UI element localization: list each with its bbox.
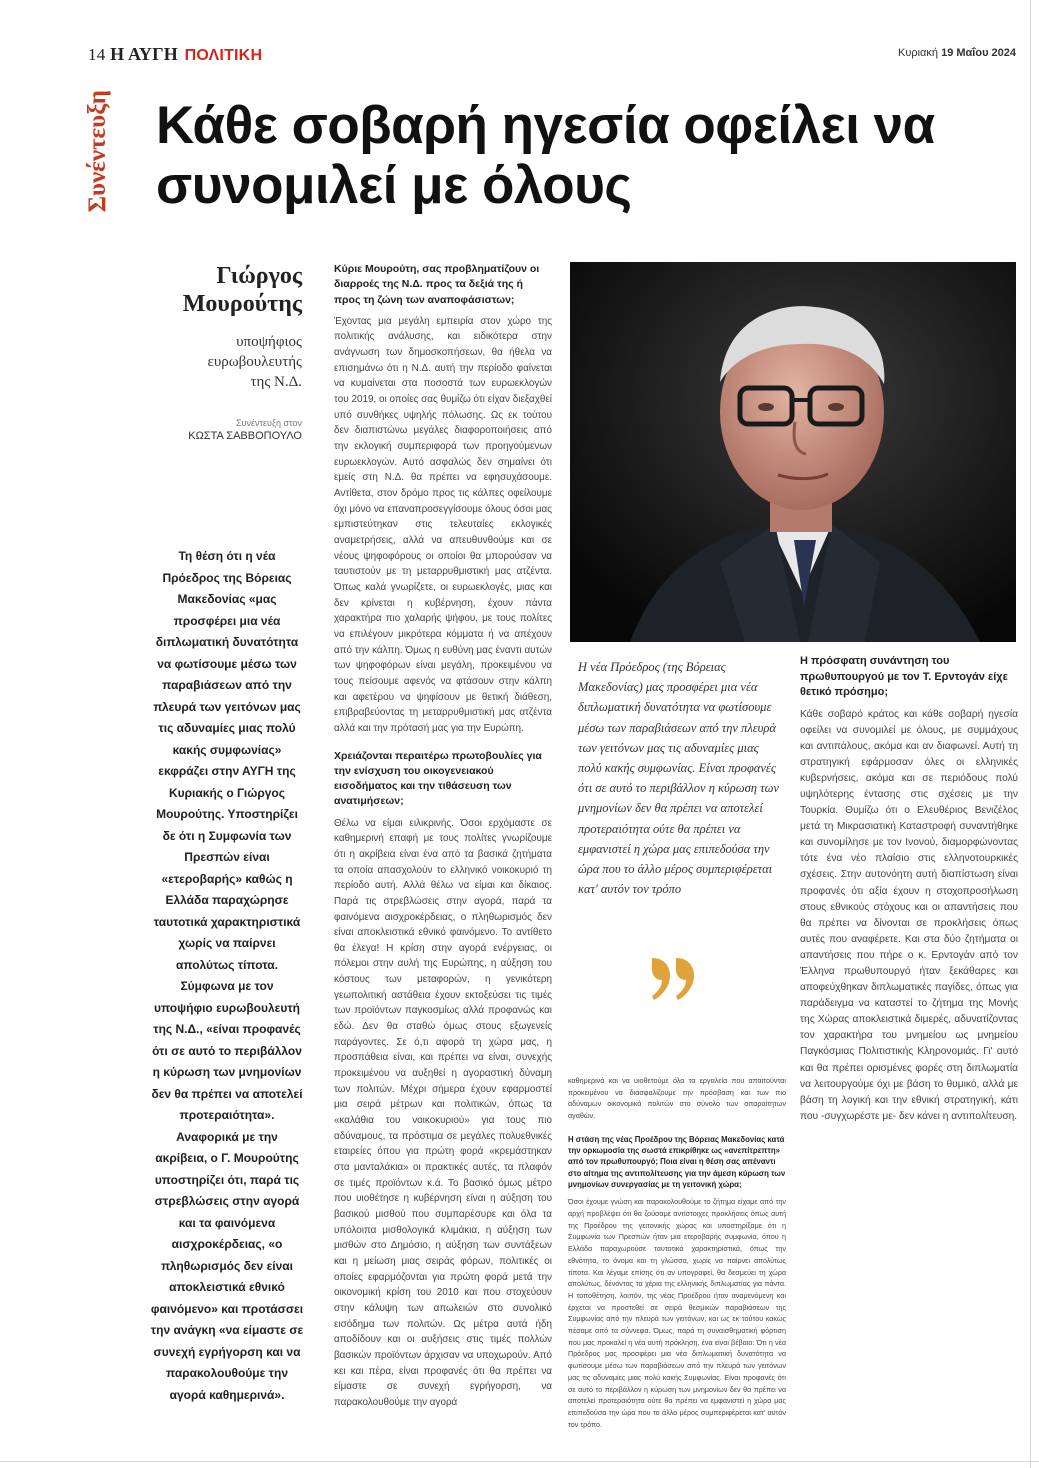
article-column-3-bottom [568, 1075, 786, 1430]
lead-text: Τη θέση ότι η νέα Πρόεδρος της Βόρειας Μακεδονίας «μας προσφέρει μια νέα διπλωματική δυνατότητα να φωτίσουμε μέσω των παραβιάσεων από την πλευρά των γειτόνων μας τις αδυναμίες μιας πολύ κακής συμφωνίας» εκφράζει στην ΑΥΓΗ της Κυριακής ο Γιώργος Μουρούτης. Υποστηρίζει δε ότι η Συμφωνία των Πρεσπών είναι «ετεροβαρής» καθώς η Ελλάδα παραχώρησε ταυτοτικά χαρακτηριστικά χωρίς να παίρνει απολύτως τίποτα. Σύμφωνα με τον υποψήφιο ευρωβουλευτή της Ν.Δ., «είναι προφανές ότι σε αυτό το περιβάλλον η κύρωση των μνημονίων δεν θα πρέπει να αποτελεί προτεραιότητα». Αναφορικά με την ακρίβεια, ο Γ. Μουρούτης υποστηρίζει ότι, παρά τις στρεβλώσεις στην αγορά και τα φαινόμενα αισχροκέρδειας, «ο πληθωρισμός δεν είναι αποκλειστικά εθνικό φαινόμενο» και προτάσσει την ανάγκη «να είμαστε σε συνεχή εγρήγορση και να παρακολουθούμε την αγορά καθημερινά». [150, 549, 304, 1402]
answer-2: Θέλω να είμαι ειλικρινής. Όσοι ερχόμαστε σε καθημερινή επαφή με τους πολίτες γνωρίζουμε ότι η ακρίβεια είναι ένα από τα βασικά ζητήματα τα οποία απασχολούν το ελληνικό νοικοκυριό τη περίοδο αυτή. Αλλά θέλω να είμαι και δίκαιος. Παρά τις στρεβλώσεις στην αγορά, παρά τα φαινόμενα αισχροκέρδειας, ο πληθωρισμός δεν είναι αποκλειστικά εθνικό φαινόμενο. Το αντίθετο θα έλεγα! Η κρίση στην αγορά ενέργειας, οι πόλεμοι στην αυλή της Ευρώπης, η αύξηση του κόστους των μεταφορών, η γενικότερη γεωπολιτική αστάθεια έχουν εκτοξεύσει τις τιμές των προϊόντων παγκοσμίως αλλά προφανώς και εδώ. Δεν θα σταθώ όμως στους εξωγενείς παράγοντες. Σε ό,τι αφορά τη χώρα μας, η προσπάθεια είναι, και πρέπει να είναι, συνεχής προκειμένου να αυξηθεί η αγοραστική δύναμη των πολιτών. Μέχρι σήμερα έχουν εφαρμοστεί μια σειρά μέτρων και πολιτικών, όπως τα «καλάθια του νοικοκυριού» για τους πιο αδύναμους, τα πρόστιμα σε μεγάλες πολυεθνικές εταιρείες όπου για πρώτη φορά «κρεμάστηκαν στα μανταλάκια» οι πρακτικές αυτές, τα πλαφόν σε τιμές προϊόντων κ.ά. Το βασικό όμως μέτρο που υιοθέτησε η κυβέρνηση είναι η αύξηση του βασικού μισθού που συμπαρέσυρε και όλα τα υπόλοιπα μισθολογικά κλιμάκια, η αύξηση των μισθών στο Δημόσιο, η αύξηση των συντάξεων και η μείωση μιας σειράς φόρων, πολιτικές οι οποίες εφαρμόζονται για πρώτη φορά μετά την οικονομική κρίση του 2010 και που στοχεύουν στην κάλυψη των απωλειών στο συνολικό εισόδημα των πολιτών. Ως μέτρα αυτά ήδη αποδίδουν και οι αυξήσεις στις τιμές πολλών βασικών προϊόντων άρχισαν να υποχωρούν. Από κει και πέρα, είναι προφανές ότι θα πρέπει να είμαστε σε συνεχή εγρήγορση, να παρακολουθούμε την αγορά [334, 817, 552, 1408]
interviewer-name: ΚΩΣΤΑ ΣΑΒΒΟΠΟΥΛΟ [188, 430, 302, 442]
author-block [118, 262, 302, 442]
portrait-illustration [570, 262, 1016, 642]
answer-1: Έχοντας μια μεγάλη εμπειρία στον χώρο της πολιτικής ανάλυσης, και ειδικότερα στην ανάγνωση των δημοσκοπήσεων, θα ήθελα να επισημάνω ότι η Ν.Δ. αυτή την περίοδο φαίνεται να κυμαίνεται στα ποσοστά των ευρωεκλογών του 2019, οι οποίες σας θυμίζω ότι είχαν διεξαχθεί υπό συνθήκες υψηλής πόλωσης. Ως εκ τούτου δεν διαπιστώνω μεγάλες διαφοροποιήσεις από την εκλογική συμπεριφορά των προηγούμενων ευρωεκλογών. Αυτό ασφαλώς δεν σημαίνει ότι εμείς στη Ν.Δ. θα πρέπει να εφησυχάσουμε. Αντίθετα, στον δρόμο προς τις κάλπες οφείλουμε όχι μόνο να επαναπροσεγγίσουμε όλους όσοι μας εμπιστεύτηκαν στις τελευταίες εκλογικές αναμετρήσεις, αλλά να απευθυνθούμε και σε νέους ψηφοφόρους οι οποίοι θα μπορούσαν να ταυτιστούν με τη μεταρρυθμιστική μας ατζέντα. Όπως καλά γνωρίζετε, οι ευρωεκλογές, μιας και δεν κρίνεται η κυβέρνηση, έχουν πάντα χαρακτήρα πιο χαλαρής ψήφου, με τους πολίτες να επιλέγουν μικρότερα κόμματα ή να απέχουν από την κάλπη. Όμως η ευθύνη μας έναντι αυτών των ψηφοφόρων είναι μεγάλη, προκειμένου να τους πείσουμε αφενός να φτάσουν στην κάλπη και αφετέρου να ψηφίσουν με θετική διάθεση, επιβραβεύοντας τη μεταρρυθμιστική μας ατζέντα αλλά και την πρότασή μας για την Ευρώπη. [334, 315, 552, 734]
author-role-line-3: της Ν.Δ. [250, 374, 302, 390]
date-prefix: Κυριακή [897, 47, 939, 59]
author-role [118, 332, 302, 392]
author-last-name: Μουρούτης [182, 291, 302, 317]
section-label-text: Συνέντευξη [84, 90, 111, 213]
section-label [84, 90, 114, 260]
article-column-4 [800, 654, 1018, 1125]
interview-credit-label: Συνέντευξη στον [235, 418, 302, 428]
answer-3: Όσοι έχουμε γνώση και παρακολουθούμε το ζήτημα είχαμε από την αρχή προβλέψει ότι θα ζούσαμε αντίστοιχες προκλήσεις όπως αυτή της Προέδρου της γειτονικής χώρας και υποστηρίξαμε ότι η Συμφωνία των Πρεσπών ήταν μια ετεροβαρής συμφωνία, όπου η Ελλάδα παραχωρούσε ταυτοτικά χαρακτηριστικά, όπως την εθνότητα, το όνομα και τη γλώσσα, χωρίς να παίρνει απολύτως τίποτα. Και λέγαμε επίσης ότι αν υπογραφεί, θα δεσμεύει τη χώρα απολύτως, δένοντας τα χέρια της ελληνικής διπλωματίας για πάντα. Η τοποθέτηση, λοιπόν, της νέας Προέδρου ήταν αναμενόμενη και έρχεται να προστεθεί σε σειρά θεσμικών παραβιάσεων της Συμφωνίας από την πλευρά των γειτόνων, και ως εκ τούτου κακώς πέσαμε από τα σύννεφα. Όμως, παρά τη συναισθηματική φόρτιση που μας προκαλεί η νέα αυτή πρόκληση, ένα είναι βέβαιο: Ότι η νέα Πρόεδρος μας προσφέρει μια νέα διπλωματική δυνατότητα να φωτίσουμε μέσω των παραβιάσεων από την πλευρά των γειτόνων μας τις αδυναμίες μιας πολύ κακής Συμφωνίας. Είναι προφανές ότι σε αυτό το περιβάλλον η κύρωση των μνημονίων δεν θα πρέπει να αποτελεί προτεραιότητα ούτε θα πρέπει να εμφανιστεί η χώρα μας επιπεδούσα την ώρα που το άλλο μέρος συμπεριφέρεται κατ' αυτόν τον τρόπο. [568, 1197, 786, 1429]
paper-name: Η ΑΥΓΗ [110, 44, 178, 64]
author-first-name: Γιώργος [216, 263, 302, 289]
article-column-2 [334, 262, 552, 1411]
question-4: Η πρόσφατη συνάντηση του πρωθυπουργού με τον Τ. Ερντογάν είχε θετικό πρόσημο; [800, 655, 1008, 698]
question-1: Κύριε Μουρούτη, σας προβληματίζουν οι διαρροές της Ν.Δ. προς τα δεξιά της ή προς τη ζώνη των αναποφάσιστων; [334, 263, 540, 306]
question-3: Η στάση της νέας Προέδρου της Βόρειας Μακεδονίας κατά την ορκωμοσία της σωστά επικρίθηκε ως «ανεπίτρεπτη» από τον πρωθυπουργό; Ποια είναι η θέση σας απέναντι στο αίτημα της αντιπολίτευσης για την άμεση κύρωση των μνημονίων συνεργασίας με τη γειτονική χώρα; [568, 1134, 786, 1189]
date-main: 19 Μαΐου 2024 [941, 47, 1016, 59]
author-role-line-1: υποψήφιος [236, 334, 302, 350]
dateline [898, 47, 1016, 59]
masthead [88, 44, 262, 65]
pull-quote: Η νέα Πρόεδρος (της Βόρειας Μακεδονίας) μας προσφέρει μια νέα διπλωματική δυνατότητα να φωτίσουμε μέσω των παραβιάσεων από την πλευρά των γειτόνων μας τις αδυναμίες μιας πολύ κακής συμφωνίας. Είναι προφανές ότι σε αυτό το περιβάλλον η κύρωση των μνημονίων δεν θα πρέπει να αποτελεί προτεραιότητα ούτε θα πρέπει να εμφανιστεί η χώρα μας επιπεδούσα την ώρα που το άλλο μέρος συμπεριφέρεται κατ' αυτόν τον τρόπο [578, 660, 779, 897]
section-name: ΠΟΛΙΤΙΚΗ [184, 47, 263, 64]
question-2: Χρειάζονται περαιτέρω πρωτοβουλίες για την ενίσχυση του οικογενειακού εισοδήματος και την τιθάσευση των ανατιμήσεων; [334, 749, 542, 808]
page-edge-right [1030, 0, 1031, 1468]
answer-4: Κάθε σοβαρό κράτος και κάθε σοβαρή ηγεσία οφείλει να συνομιλεί με όλους, με συμμάχους και αντιπάλους, ακόμα και αν διαφωνεί. Αυτή τη στρατηγική εφάρμοσαν όλες οι ελληνικές κυβερνήσεις, ακόμα και σε περιόδους πολύ υψηλότερης έντασης στις σχέσεις με την Τουρκία. Θυμίζω ότι ο Ελευθέριος Βενιζέλος μετά τη Μικρασιατική Καταστροφή συναντήθηκε και συνομίλησε με τον Ινονού, διαμορφώνοντας τότε ένα νέο πλαίσιο στις ελληνοτουρκικές σχέσεις. Στην αυτονόητη αυτή διαπίστωση είναι προφανές ότι αξία έχουν η στοχοπροσήλωση στους εθνικούς στόχους και οι απαντήσεις που θα πρέπει να δίνονται σε προκλήσεις όπως αυτές που αναφέρετε. Και στα δύο ζητήματα οι απαντήσεις που πήρε ο κ. Ερντογάν από τον Έλληνα πρωθυπουργό ήταν ξεκάθαρες και αποφεύχθηκαν διπλωματικές παγίδες, όπως για παράδειγμα να καταστεί το ζήτημα της Μονής της Χώρας αποκλειστικά διμερές, αδυνατίζοντας τον χαρακτήρα του μνημείου ως μνημείου Παγκόσμιας Πολιτιστικής Κληρονομιάς. Γι' αυτό και θα πρέπει ορισμένες φορές στη διπλωματία να λειτουργούμε όχι με βάση το θυμικό, αλλά με βάση τη λογική και την εθνική στρατηγική, κάτι που -συγχωρέστε με- δεν κάνει η αντιπολίτευση. [800, 708, 1018, 1122]
interviewee-photo [570, 262, 1016, 642]
author-role-line-2: ευρωβουλευτής [207, 354, 302, 370]
page-number: 14 [88, 45, 106, 64]
headline: Κάθε σοβαρή ηγεσία οφείλει να συνομιλεί με όλους [156, 96, 935, 215]
author-name [118, 262, 302, 318]
page-edge-bottom [0, 1461, 1039, 1462]
closing-quote-icon [648, 952, 700, 1004]
answer-2-continued: καθημερινά και να υιοθετούμε όλα τα εργαλεία που απαιτούνται προκειμένου να διασφαλίζουμε την πρόσβαση και των πιο αδύναμων οικονομικά πολιτών στο σύνολο των απαραίτητων αγαθών. [568, 1076, 786, 1121]
